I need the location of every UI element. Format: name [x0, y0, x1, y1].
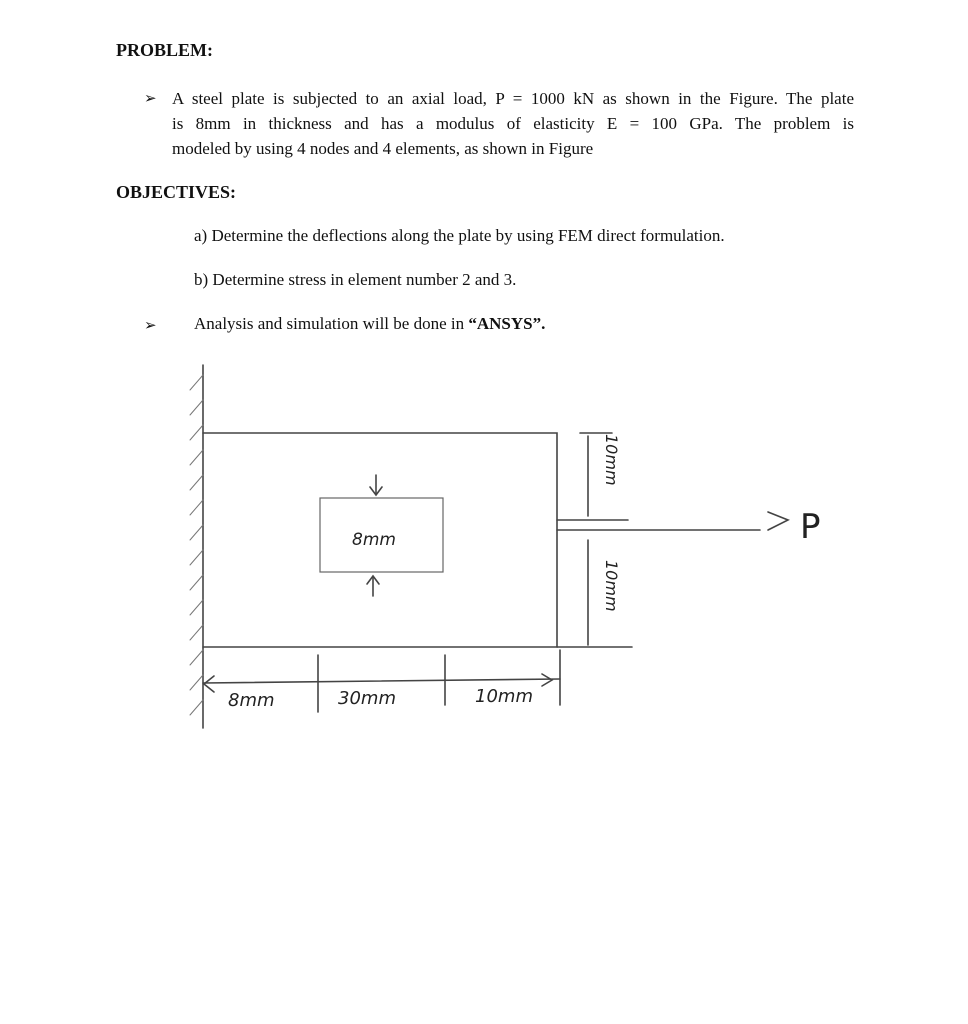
objectives-heading: OBJECTIVES: [116, 182, 237, 202]
problem-line-2: is 8mm in thickness and has a modulus of elasticity E = 100 GPa. The problem is [172, 114, 854, 133]
analysis-bullet: ➢ [144, 318, 157, 334]
analysis-prefix: Analysis and simulation will be done in [194, 314, 469, 333]
objective-a: a) Determine the deflections along the plate by using FEM direct formulation. [194, 226, 725, 245]
analysis-ansys: “ANSYS”. [468, 314, 546, 333]
dim-left-label: 8mm [228, 690, 275, 711]
problem-bullet: ➢ [144, 91, 157, 107]
problem-heading: PROBLEM: [116, 40, 213, 60]
objective-b: b) Determine stress in element number 2 and 3. [194, 270, 517, 289]
problem-line-3: modeled by using 4 nodes and 4 elements, as shown in Figure [172, 139, 594, 158]
dim-right-label: 10mm [475, 686, 533, 707]
bottom-dim-line [203, 679, 560, 683]
dim-lower-label: 10mm [602, 560, 621, 612]
dim-upper-label: 10mm [602, 434, 621, 486]
load-label: P [800, 507, 821, 547]
problem-line-1: A steel plate is subjected to an axial load, P = 1000 kN as shown in the Figure. The plate [172, 89, 854, 108]
dim-mid-label: 30mm [338, 688, 396, 709]
load-arrow-head [768, 512, 788, 530]
wall-hatching [190, 375, 203, 715]
hole-label: 8mm [352, 530, 396, 550]
